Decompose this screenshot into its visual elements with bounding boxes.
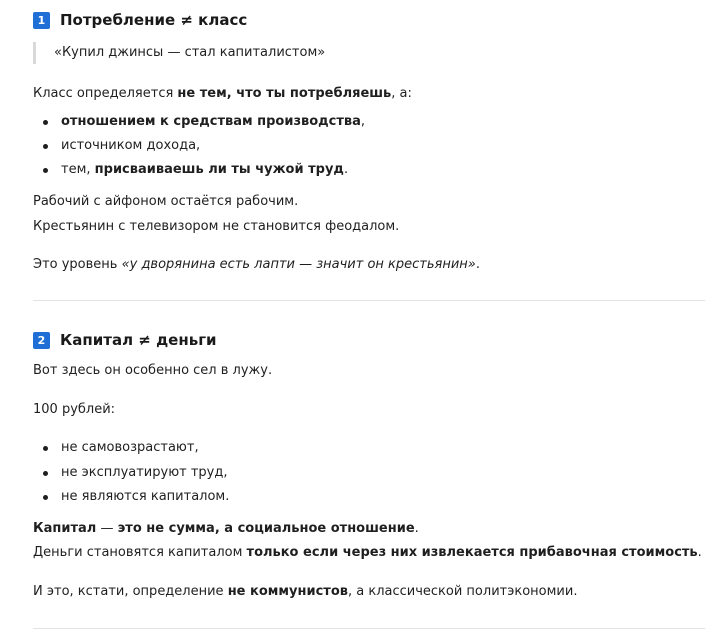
def-bold: не коммунистов [227,584,348,599]
level-italic: «у дворянина есть лапти — значит он крестьянин» [121,257,476,272]
intro-tail: , а: [391,86,412,101]
section-1-title: Потребление ≠ класс [60,11,248,29]
keycap-1-icon: 1 [33,12,50,29]
section-divider [33,300,705,301]
section-2-title: Капитал ≠ деньги [60,331,217,349]
def-text: И это, кстати, определение [33,584,228,599]
def-tail: , а классической политэкономии. [347,584,578,599]
bullet-tail: . [343,162,349,177]
paragraph-line: 100 рублей: [33,402,116,417]
bullet-bold: отношением к средствам производства [61,114,361,129]
bullet-dot [43,144,48,149]
bullet-text: не являются капиталом. [61,489,230,504]
bullet-dot [43,120,48,125]
paragraph-line: Рабочий с айфоном остаётся рабочим. [33,194,299,209]
bullet-text: не самовозрастают, [61,440,199,455]
bullet-text: источником дохода, [61,138,201,153]
intro-text: Класс определяется [33,86,178,101]
capital-term: Капитал [33,521,97,536]
quote-text: «Купил джинсы — стал капиталистом» [54,45,326,60]
bullet-tail: , [360,114,366,129]
level-text: Это уровень [33,257,122,272]
section-2-heading [33,329,217,351]
capital-definition [33,519,419,539]
money-definition [33,543,702,563]
capital-bold: это не сумма, а социальное отношение [117,521,415,536]
money-tail: . [697,545,702,560]
bullet-text: не эксплуатируют труд, [61,465,228,480]
intro-bold: не тем, что ты потребляешь [177,86,392,101]
money-text: Деньги становятся капиталом [33,545,247,560]
definition-remark [33,582,577,602]
blockquote [33,42,705,64]
bullet-dot [43,495,48,500]
paragraph-line: Крестьянин с телевизором не становится феодалом. [33,219,400,234]
bullet-dot [43,168,48,173]
class-definition-intro [33,84,412,104]
money-bold: только если через них извлекается прибавочная стоимость [246,545,698,560]
paragraph-line: Вот здесь он особенно сел в лужу. [33,363,273,378]
bullet-dot [43,471,48,476]
section-divider [33,628,705,629]
level-tail: . [475,257,480,272]
keycap-2-icon: 2 [33,332,50,349]
bullet-bold: присваиваешь ли ты чужой труд [94,162,344,177]
bullet-text: тем, [61,162,95,177]
capital-tail: . [414,521,419,536]
section-1-heading [33,9,247,31]
level-remark [33,255,480,275]
dash: — [96,521,118,536]
bullet-dot [43,446,48,451]
